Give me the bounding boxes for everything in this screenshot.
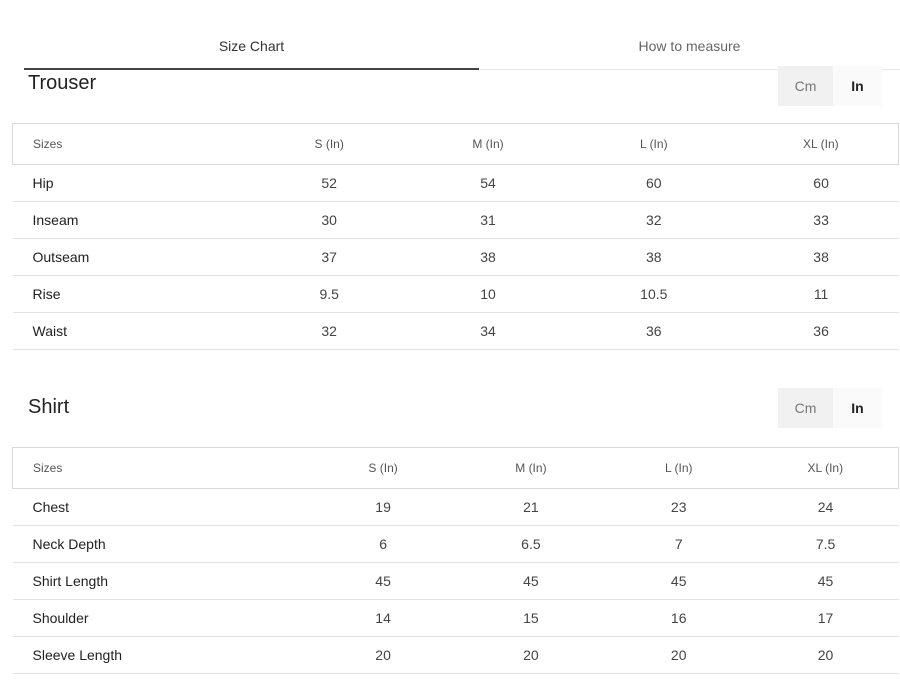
table-cell: 32 xyxy=(645,212,662,228)
trouser-title: Trouser xyxy=(28,72,97,94)
table-cell: 14 xyxy=(375,610,391,626)
table-cell: 32 xyxy=(321,323,337,339)
row-label: Outseam xyxy=(32,249,90,265)
table-cell: 6 xyxy=(379,536,387,552)
table-cell: 38 xyxy=(645,249,662,265)
table-cell: 10 xyxy=(480,286,496,302)
table-cell: 7 xyxy=(674,536,683,552)
table-header-row xyxy=(13,448,899,489)
table-row xyxy=(13,489,899,526)
row-label: Shoulder xyxy=(32,610,89,626)
tab-size-chart[interactable]: Size Chart xyxy=(24,28,479,69)
tab-how-to-measure[interactable]: How to measure xyxy=(638,38,741,54)
header-cell: L (In) xyxy=(564,124,744,165)
row-label: Rise xyxy=(32,286,61,302)
row-label: Neck Depth xyxy=(32,536,106,552)
header-cell: Sizes xyxy=(13,448,310,489)
table-cell: 10.5 xyxy=(640,286,668,302)
header-cell: M (In) xyxy=(457,448,605,489)
table-row xyxy=(13,165,899,202)
shirt-unit-toggle xyxy=(778,388,882,428)
table-row xyxy=(13,313,899,350)
table-cell: 37 xyxy=(321,249,337,265)
table-cell: 34 xyxy=(480,323,496,339)
table-cell: 30 xyxy=(321,212,337,228)
table-cell: 21 xyxy=(523,499,539,515)
header-cell: S (In) xyxy=(309,448,457,489)
table-cell: 23 xyxy=(670,499,687,515)
table-cell: 20 xyxy=(523,647,539,663)
table-cell: 54 xyxy=(480,175,496,191)
table-cell: 9.5 xyxy=(319,286,339,302)
table-cell: 60 xyxy=(813,175,829,191)
table-cell: 45 xyxy=(817,573,834,589)
table-cell: 19 xyxy=(375,499,391,515)
trouser-unit-cm-button[interactable]: Cm xyxy=(778,66,833,106)
table-row xyxy=(13,637,899,674)
table-row xyxy=(13,600,899,637)
table-cell: 60 xyxy=(645,175,662,191)
shirt-unit-cm-button[interactable]: Cm xyxy=(778,388,833,428)
table-cell: 36 xyxy=(813,323,829,339)
table-cell: 11 xyxy=(813,286,829,302)
table-cell: 31 xyxy=(480,212,496,228)
row-label: Chest xyxy=(32,499,70,515)
table-cell: 20 xyxy=(817,647,834,663)
table-cell: 52 xyxy=(321,175,337,191)
table-cell: 20 xyxy=(375,647,391,663)
table-cell: 36 xyxy=(645,323,662,339)
table-cell: 6.5 xyxy=(521,536,541,552)
header-cell: XL (In) xyxy=(744,124,899,165)
trouser-unit-toggle xyxy=(778,66,882,106)
shirt-unit-in-button[interactable]: In xyxy=(833,388,882,428)
header-cell: L (In) xyxy=(605,448,753,489)
table-cell: 38 xyxy=(480,249,496,265)
table-cell: 24 xyxy=(817,499,834,515)
table-header-row xyxy=(13,124,899,165)
table-cell: 16 xyxy=(670,610,687,626)
table-cell: 38 xyxy=(813,249,829,265)
row-label: Shirt Length xyxy=(32,573,108,589)
trouser-unit-in-button[interactable]: In xyxy=(833,66,882,106)
table-row xyxy=(13,276,899,313)
table-cell: 45 xyxy=(523,573,539,589)
size-tabs xyxy=(24,28,900,70)
header-cell: Sizes xyxy=(13,124,247,165)
table-cell: 45 xyxy=(670,573,687,589)
trouser-size-table xyxy=(12,123,899,350)
shirt-size-table xyxy=(12,447,899,674)
table-cell: 7.5 xyxy=(815,536,836,552)
shirt-title: Shirt xyxy=(28,396,70,418)
table-row xyxy=(13,563,899,600)
table-cell: 15 xyxy=(523,610,539,626)
table-row xyxy=(13,239,899,276)
table-cell: 17 xyxy=(817,610,834,626)
table-cell: 33 xyxy=(813,212,829,228)
row-label: Waist xyxy=(32,323,67,339)
table-row xyxy=(13,526,899,563)
header-cell: XL (In) xyxy=(753,448,899,489)
row-label: Inseam xyxy=(32,212,79,228)
table-cell: 20 xyxy=(670,647,687,663)
row-label: Hip xyxy=(32,175,54,191)
row-label: Sleeve Length xyxy=(32,647,123,663)
table-row xyxy=(13,202,899,239)
header-cell: S (In) xyxy=(246,124,412,165)
table-cell: 45 xyxy=(375,573,391,589)
header-cell: M (In) xyxy=(412,124,564,165)
